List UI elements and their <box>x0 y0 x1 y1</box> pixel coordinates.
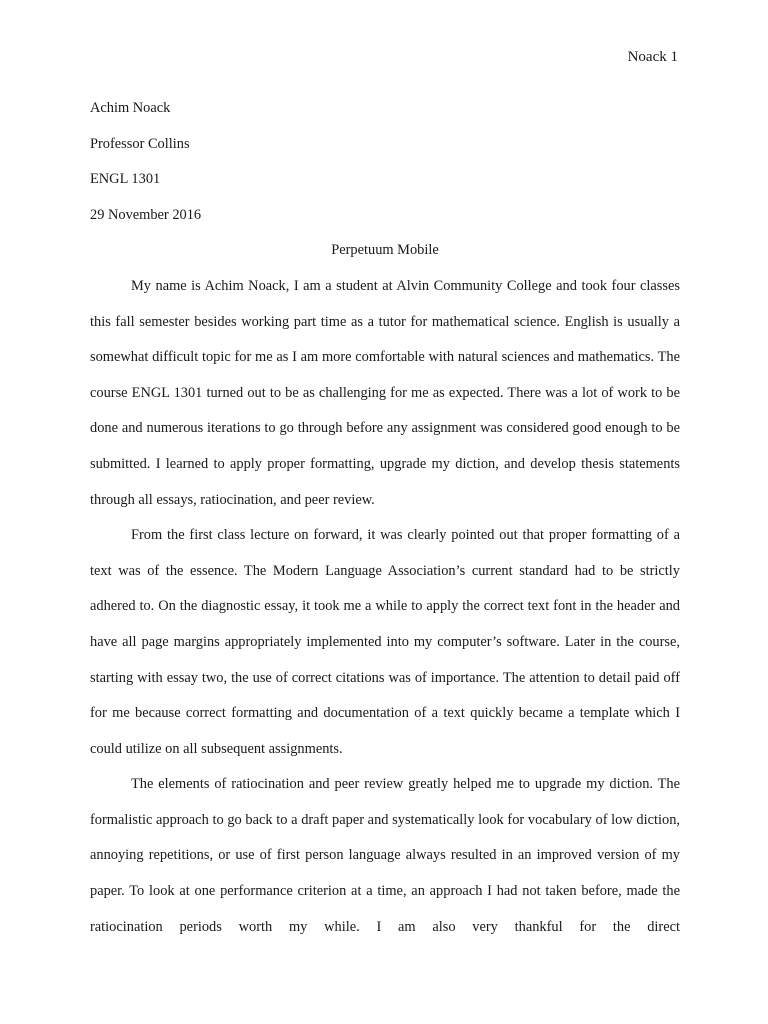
essay-body <box>90 91 680 945</box>
paragraph-2: From the first class lecture on forward, it was clearly pointed out that proper formatting of a text was of the essence. The Modern Language Association’s current standard had to be strictly adhered to. On the diagnostic essay, it took me a while to apply the correct text font in the header and have all page margins appropriately implemented into my computer’s software. Later in the course, starting with essay two, the use of correct citations was of importance. The attention to detail paid off for me because correct formatting and documentation of a text quickly became a template which I could utilize on all subsequent assignments. <box>90 527 680 757</box>
paragraph-1: My name is Achim Noack, I am a student at Alvin Community College and took four classes this fall semester besides working part time as a tutor for mathematical science. English is usually a somewhat difficult topic for me as I am more comfortable with natural sciences and mathematics. The course ENGL 1301 turned out to be as challenging for me as expected. There was a lot of work to be done and numerous iterations to go through before any assignment was considered good enough to be submitted. I learned to apply proper formatting, upgrade my diction, and develop thesis statements through all essays, ratiocination, and peer review. <box>90 277 680 508</box>
running-head: Noack 1 <box>627 49 678 65</box>
paragraph-3: The elements of ratiocination and peer review greatly helped me to upgrade my diction. The formalistic approach to go back to a draft paper and systematically look for vocabulary of low diction, annoying repetitions, or use of first person language always resulted in an improved version of my paper. To look at one performance criterion at a time, an approach I had not taken before, made the ratiocination periods worth my while. I am also very thankful for the direct <box>90 776 680 935</box>
course-code: ENGL 1301 <box>90 171 161 188</box>
author-name: Achim Noack <box>90 100 171 116</box>
essay-date: 29 November 2016 <box>90 206 202 223</box>
professor-name: Professor Collins <box>90 135 190 152</box>
essay-title: Perpetuum Mobile <box>331 242 439 259</box>
